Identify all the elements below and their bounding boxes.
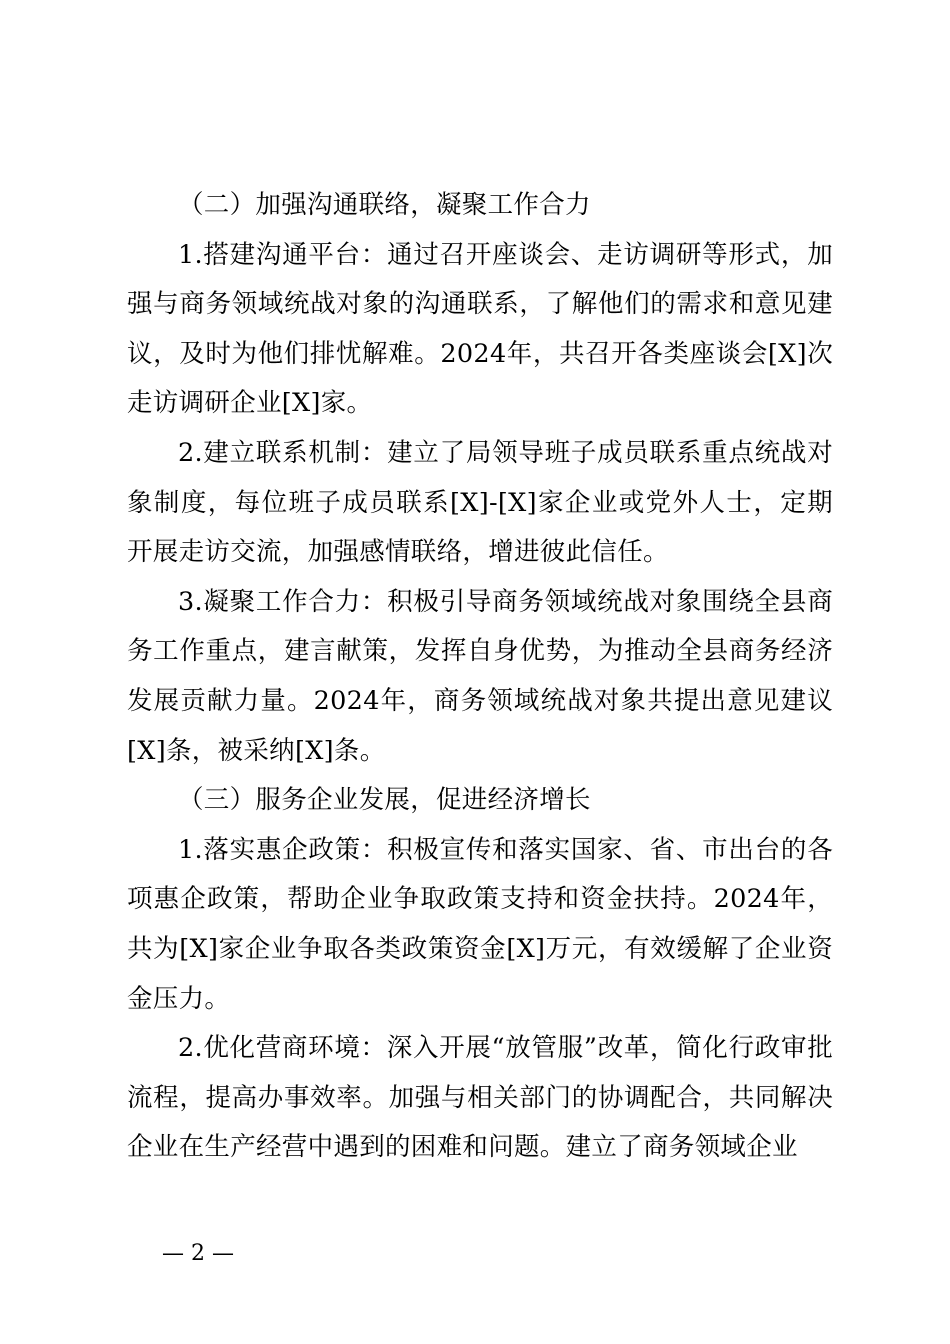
section-heading-3: （三）服务企业发展，促进经济增长: [178, 785, 591, 816]
paragraph-contact-mechanism: 2.建立联系机制：建立了局领导班子成员联系重点统战对象制度，每位班子成员联系[X]-[X]家企业或党外人士，定期开展走访交流，加强感情联络，增进彼此信任。: [127, 437, 833, 568]
paragraph-communication-platform: 1.搭建沟通平台：通过召开座谈会、走访调研等形式，加强与商务领域统战对象的沟通联系，了解他们的需求和意见建议，及时为他们排忧解难。2024年，共召开各类座谈会[X]次走访调研企业[X]家。: [127, 239, 833, 419]
document-body: [127, 181, 833, 1173]
paragraph-business-environment: 2.优化营商环境：深入开展“放管服”改革，简化行政审批流程，提高办事效率。加强与相关部门的协调配合，共同解决企业在生产经营中遇到的困难和问题。建立了商务领域企业: [127, 1033, 833, 1163]
section-heading-2: （二）加强沟通联络，凝聚工作合力: [178, 190, 591, 220]
paragraph-enterprise-policies: 1.落实惠企政策：积极宣传和落实国家、省、市出台的各项惠企政策，帮助企业争取政策支持和资金扶持。2024年，共为[X]家企业争取各类政策资金[X]万元，有效缓解了企业资金压力。: [127, 834, 833, 1014]
paragraph-joint-effort: 3.凝聚工作合力：积极引导商务领域统战对象围绕全县商务工作重点，建言献策，发挥自身优势，为推动全县商务经济发展贡献力量。2024年，商务领域统战对象共提出意见建议[X]条，被采纳[X]条。: [127, 586, 833, 766]
page-number: — 2 —: [162, 1241, 234, 1266]
